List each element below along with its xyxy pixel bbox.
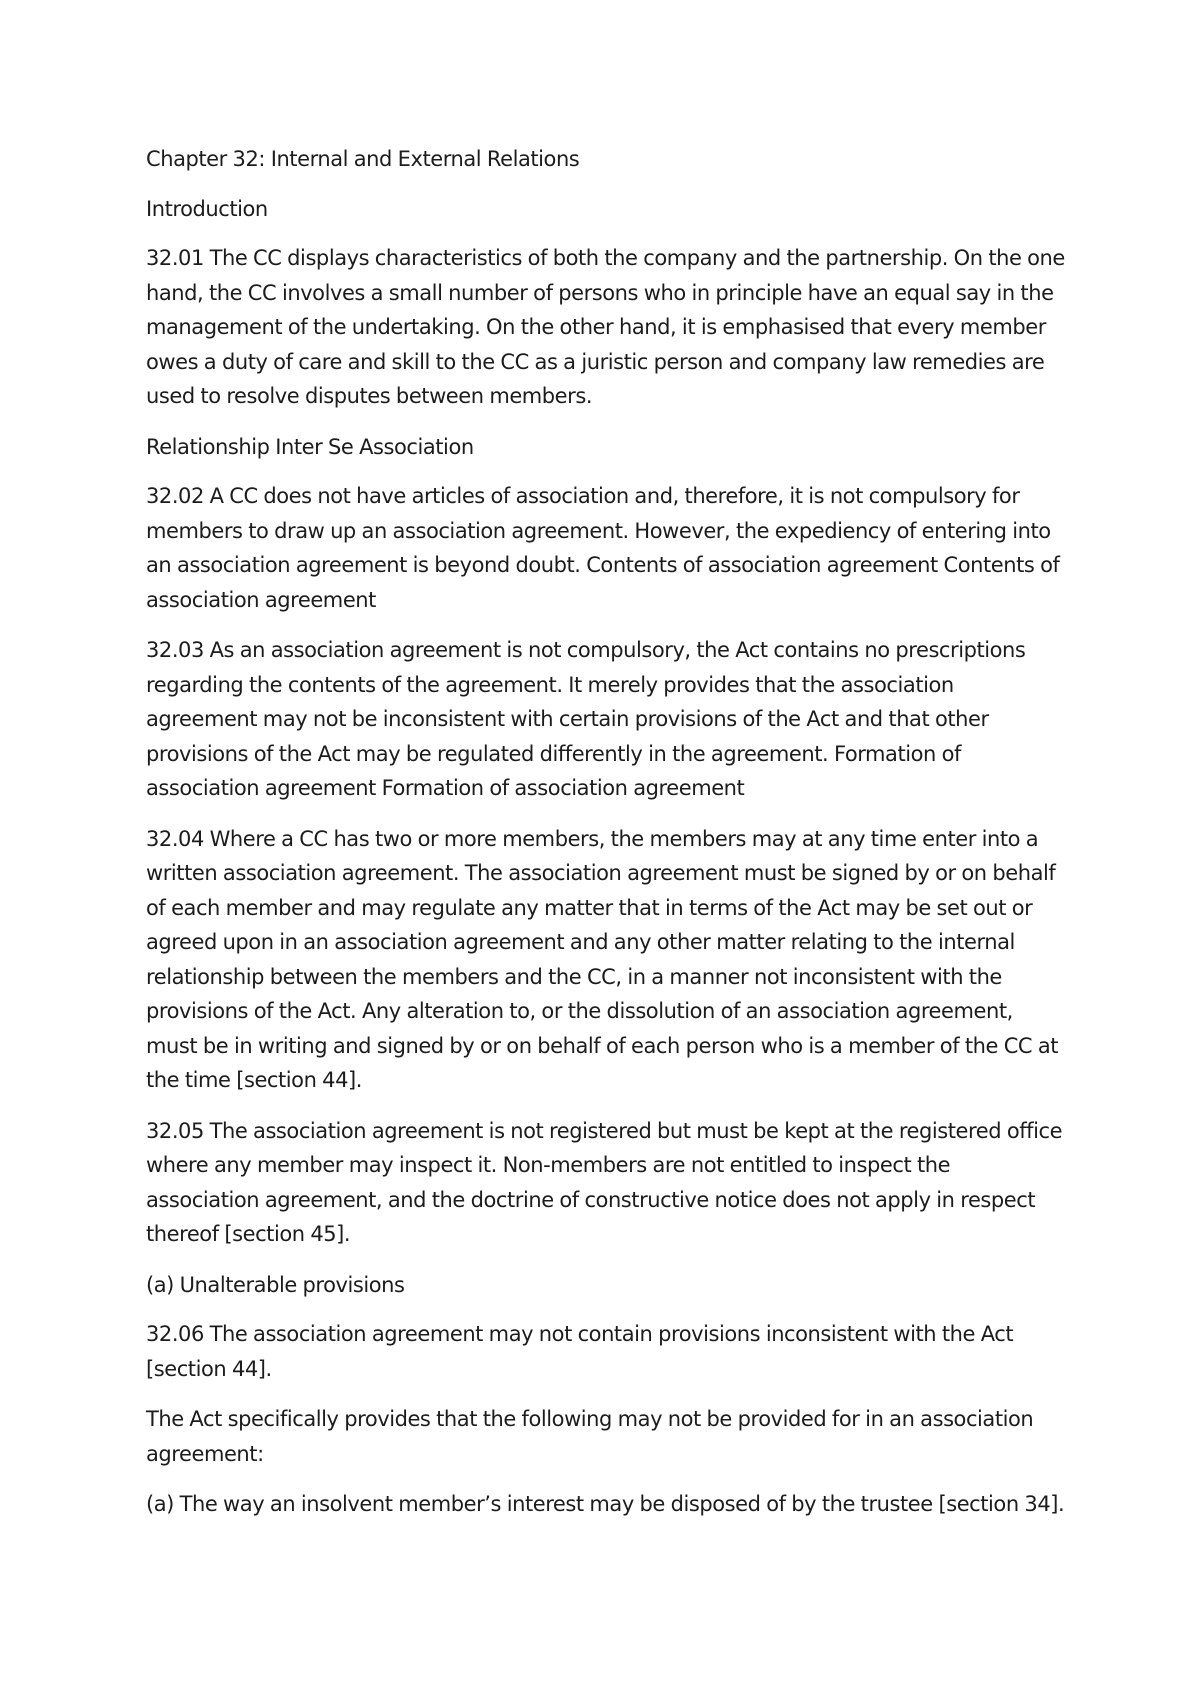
paragraph-act-provides: The Act specifically provides that the following may not be provided for in an association agreement: [146, 1407, 1034, 1466]
list-item-a: (a) The way an insolvent member’s interest may be disposed of by the trustee [section 34]. [146, 1492, 1065, 1516]
paragraph-32-03: 32.03 As an association agreement is not compulsory, the Act contains no prescriptions regarding the contents of the agreement. It merely provides that the association agreement may not be inconsistent with certain provisions of the Act and that other provisions of the Act may be regulated differently in the agreement. Formation of association agreement Formation of association agreement [146, 638, 1026, 800]
paragraph-32-06: 32.06 The association agreement may not contain provisions inconsistent with the Act [section 44]. [146, 1322, 1014, 1381]
section-heading-introduction: Introduction [146, 196, 268, 221]
section-heading-unalterable-provisions: (a) Unalterable provisions [146, 1272, 405, 1297]
document-page [146, 142, 1066, 1538]
paragraph-32-01: 32.01 The CC displays characteristics of both the company and the partnership. On the one hand, the CC involves a small number of persons who in principle have an equal say in the management of the undertaking. On the other hand, it is emphasised that every member owes a duty of care and skill to the CC as a juristic person and company law remedies are used to resolve disputes between members. [146, 246, 1065, 408]
paragraph-32-02: 32.02 A CC does not have articles of association and, therefore, it is not compulsory for members to draw up an association agreement. However, the expediency of entering into an association agreement is beyond doubt. Contents of association agreement Contents of association agreement [146, 484, 1060, 612]
paragraph-32-05: 32.05 The association agreement is not registered but must be kept at the registered office where any member may inspect it. Non-members are not entitled to inspect the association agreement, and the doctrine of constructive notice does not apply in respect thereof [section 45]. [146, 1118, 1063, 1246]
paragraph-32-04: 32.04 Where a CC has two or more members, the members may at any time enter into a written association agreement. The association agreement must be signed by or on behalf of each member and may regulate any matter that in terms of the Act may be set out or agreed upon in an association agreement and any other matter relating to the internal relationship between the members and the CC, in a manner not inconsistent with the provisions of the Act. Any alteration to, or the dissolution of an association agreement, must be in writing and signed by or on behalf of each person who is a member of the CC at the time [section 44]. [146, 826, 1059, 1092]
chapter-title: Chapter 32: Internal and External Relations [146, 147, 580, 171]
section-heading-relationship: Relationship Inter Se Association [146, 434, 474, 459]
